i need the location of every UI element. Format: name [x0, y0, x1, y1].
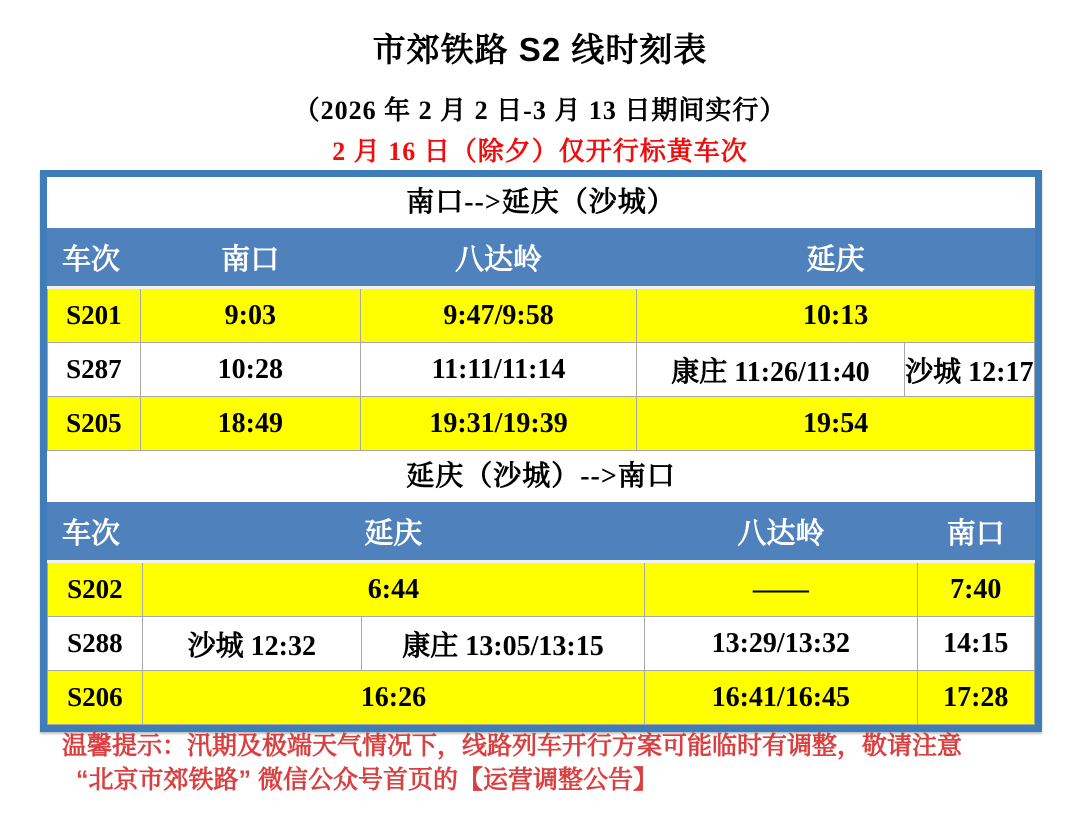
- col-header-badaling: 八达岭: [360, 229, 636, 288]
- holiday-notice: 2 月 16 日（除夕）仅开行标黄车次: [332, 137, 748, 166]
- time-cell: 16:26: [142, 671, 644, 725]
- time-cell: 17:28: [917, 671, 1034, 725]
- col-header-yanqing: 延庆: [637, 229, 1035, 288]
- train-number: S288: [48, 617, 143, 671]
- time-cell: 沙城 12:32: [142, 617, 361, 671]
- table-row-s205: [48, 397, 1035, 451]
- col-header-yanqing: 延庆: [142, 503, 644, 562]
- time-cell: 9:47/9:58: [360, 288, 636, 343]
- time-cell: 康庄 13:05/13:15: [361, 617, 644, 671]
- train-number: S202: [48, 562, 143, 617]
- table-row-s206: [48, 671, 1035, 725]
- time-cell: 6:44: [142, 562, 644, 617]
- time-cell: 14:15: [917, 617, 1034, 671]
- train-number: S205: [48, 397, 141, 451]
- train-number: S206: [48, 671, 143, 725]
- time-cell: 沙城 12:17: [904, 343, 1034, 397]
- table-row-s202: [48, 562, 1035, 617]
- page-title: 市郊铁路 S2 线时刻表: [372, 31, 708, 68]
- time-cell: 16:41/16:45: [645, 671, 917, 725]
- time-cell: ——: [645, 562, 917, 617]
- time-cell: 10:13: [637, 288, 1035, 343]
- time-cell: 7:40: [917, 562, 1034, 617]
- timetable-container: [40, 170, 1042, 732]
- time-cell: 18:49: [140, 397, 360, 451]
- column-header-row: [48, 229, 1035, 288]
- time-cell: 11:11/11:14: [360, 343, 636, 397]
- time-cell: 13:29/13:32: [645, 617, 917, 671]
- time-cell: 康庄 11:26/11:40: [637, 343, 904, 397]
- col-header-train: 车次: [48, 503, 143, 562]
- train-number: S287: [48, 343, 141, 397]
- direction-header-northbound: 延庆（沙城）-->南口: [47, 451, 1035, 502]
- table-row-s287: [48, 343, 1035, 397]
- table-row-s201: [48, 288, 1035, 343]
- timetable-northbound: [47, 502, 1035, 725]
- reminder-line-1: 温馨提示：汛期及极端天气情况下，线路列车开行方案可能临时有调整，敬请注意: [62, 732, 963, 760]
- col-header-nankou: 南口: [917, 503, 1034, 562]
- reminder-note: [62, 729, 1042, 797]
- timetable-southbound: [47, 228, 1035, 451]
- time-cell: 19:31/19:39: [360, 397, 636, 451]
- table-row-s288: [48, 617, 1035, 671]
- column-header-row: [48, 503, 1035, 562]
- col-header-badaling: 八达岭: [645, 503, 917, 562]
- col-header-nankou: 南口: [140, 229, 360, 288]
- direction-header-southbound: 南口-->延庆（沙城）: [47, 177, 1035, 228]
- time-cell: 9:03: [140, 288, 360, 343]
- effective-period: （2026 年 2 月 2 日-3 月 13 日期间实行）: [293, 96, 787, 125]
- time-cell: 19:54: [637, 397, 1035, 451]
- train-number: S201: [48, 288, 141, 343]
- col-header-train: 车次: [48, 229, 141, 288]
- reminder-line-2: “北京市郊铁路” 微信公众号首页的【运营调整公告】: [76, 766, 658, 794]
- time-cell: 10:28: [140, 343, 360, 397]
